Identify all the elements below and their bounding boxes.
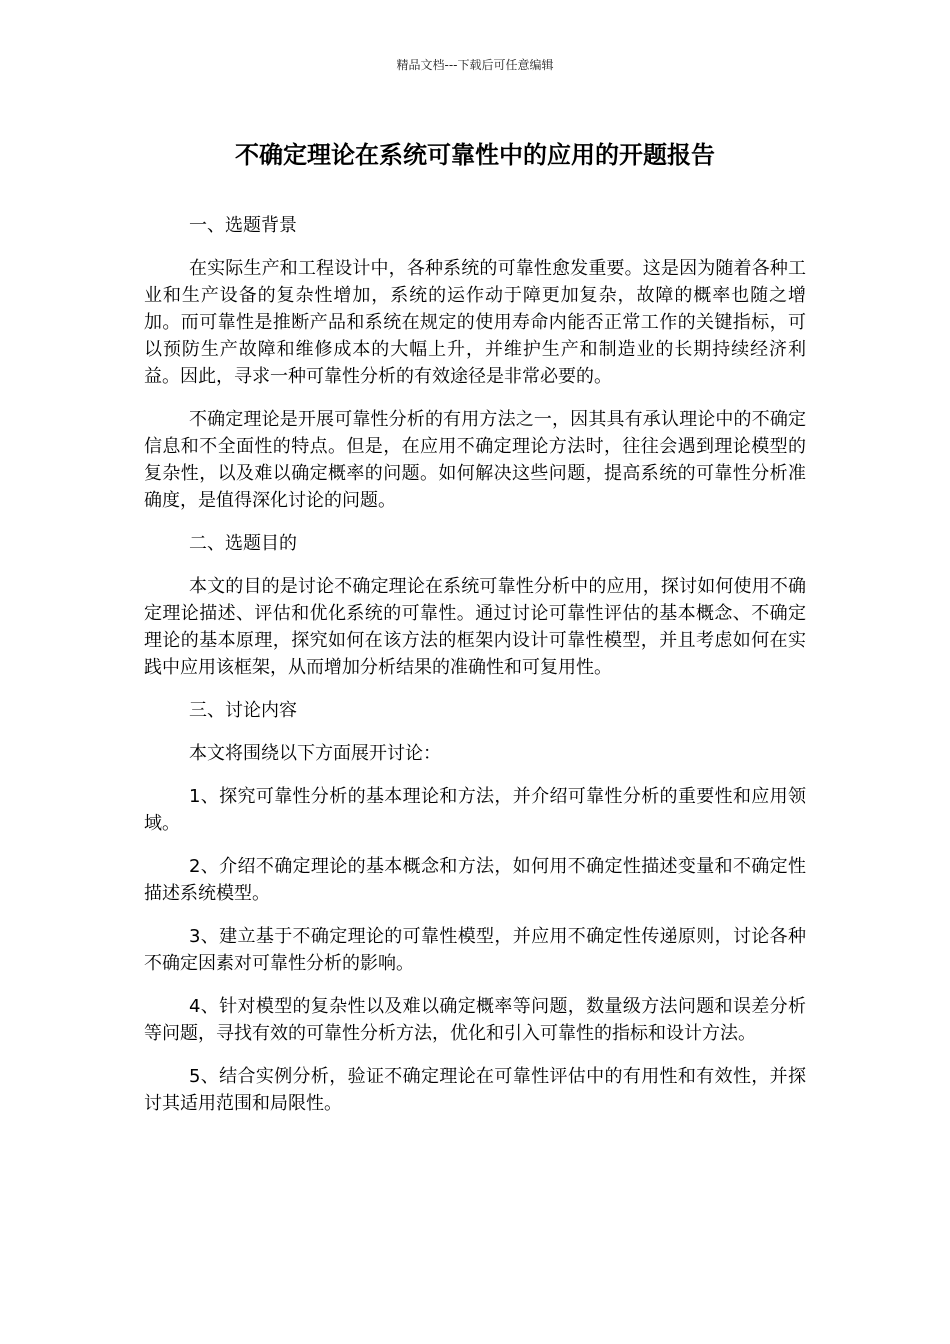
page-header: 精品文档---下载后可任意编辑 [396,58,554,72]
document-body [144,212,806,1133]
paragraph: 不确定理论是开展可靠性分析的有用方法之一，因其具有承认理论中的不确定信息和不全面性的特点。但是，在应用不确定理论方法时，往往会遇到理论模型的复杂性，以及难以确定概率的问题。如何解决这些问题，提高系统的可靠性分析准确度，是值得深化讨论的问题。 [144,409,806,511]
section-heading-background: 一、选题背景 [189,215,297,236]
paragraph: 本文的目的是讨论不确定理论在系统可靠性分析中的应用，探讨如何使用不确定理论描述、评估和优化系统的可靠性。通过讨论可靠性评估的基本概念、不确定理论的基本原理，探究如何在该方法的框架内设计可靠性模型，并且考虑如何在实践中应用该框架，从而增加分析结果的准确性和可复用性。 [144,576,806,678]
paragraph: 在实际生产和工程设计中，各种系统的可靠性愈发重要。这是因为随着各种工业和生产设备的复杂性增加，系统的运作动于障更加复杂，故障的概率也随之增加。而可靠性是推断产品和系统在规定的使用寿命内能否正常工作的关键指标，可以预防生产故障和维修成本的大幅上升，并维护生产和制造业的长期持续经济利益。因此，寻求一种可靠性分析的有效途径是非常必要的。 [144,258,806,387]
paragraph: 本文将围绕以下方面展开讨论： [189,743,441,764]
list-item: 3、建立基于不确定理论的可靠性模型，并应用不确定性传递原则，讨论各种不确定因素对可靠性分析的影响。 [144,926,806,974]
document-title: 不确定理论在系统可靠性中的应用的开题报告 [235,141,715,169]
list-item: 4、针对模型的复杂性以及难以确定概率等问题，数量级方法问题和误差分析等问题，寻找有效的可靠性分析方法，优化和引入可靠性的指标和设计方法。 [144,996,806,1044]
list-item: 1、探究可靠性分析的基本理论和方法，并介绍可靠性分析的重要性和应用领域。 [144,786,806,834]
section-heading-content: 三、讨论内容 [189,700,297,721]
section-heading-purpose: 二、选题目的 [189,533,297,554]
list-item: 5、结合实例分析，验证不确定理论在可靠性评估中的有用性和有效性，并探讨其适用范围和局限性。 [144,1066,806,1114]
list-item: 2、介绍不确定理论的基本概念和方法，如何用不确定性描述变量和不确定性描述系统模型。 [144,856,806,904]
